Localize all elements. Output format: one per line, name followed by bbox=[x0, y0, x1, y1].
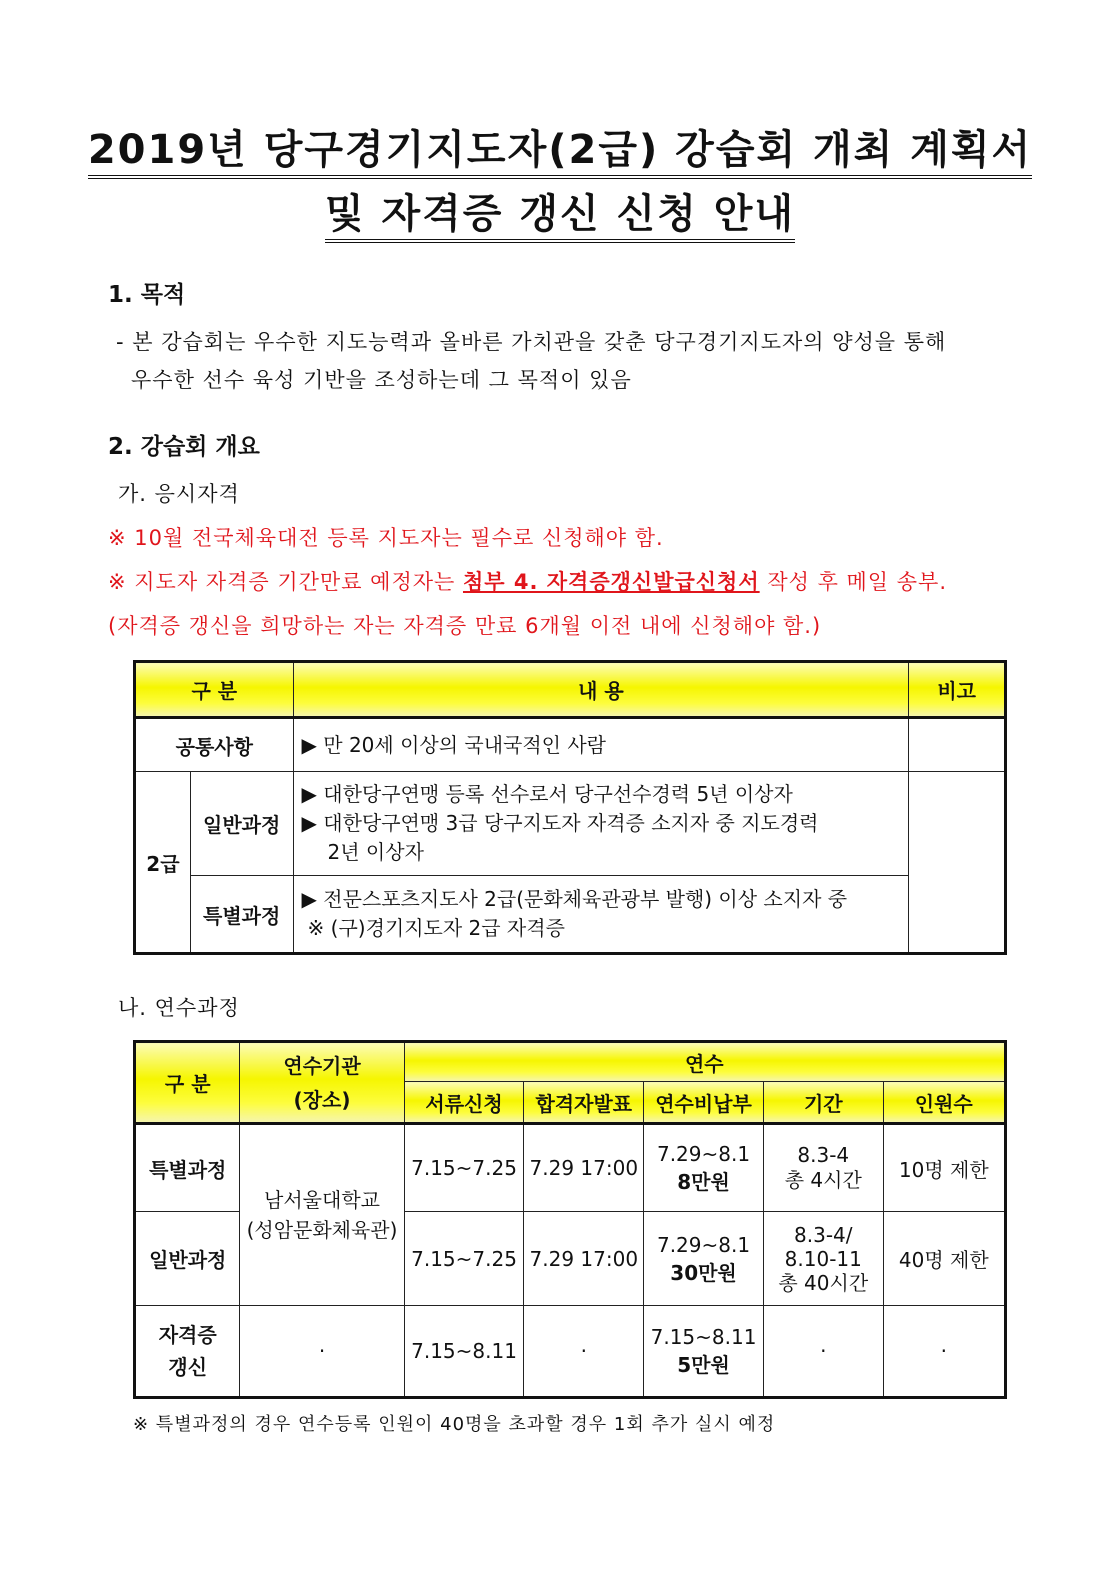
training-schedule-table bbox=[133, 1040, 1007, 1399]
general-course-label: 일반과정 bbox=[190, 772, 293, 876]
sub-heading-training: 나. 연수과정 bbox=[118, 996, 240, 1020]
apply-cell: 7.15~7.25 bbox=[404, 1124, 524, 1212]
eligibility-table bbox=[133, 660, 1007, 955]
row-label: 특별과정 bbox=[135, 1124, 240, 1212]
announce-cell: 7.29 17:00 bbox=[524, 1212, 644, 1306]
grade-note-cell bbox=[909, 772, 1006, 954]
special-course-label: 특별과정 bbox=[190, 876, 293, 954]
apply-cell: 7.15~8.11 bbox=[404, 1306, 524, 1398]
announce-cell: · bbox=[524, 1306, 644, 1398]
row-label: 일반과정 bbox=[135, 1212, 240, 1306]
header-note: 비고 bbox=[909, 662, 1006, 718]
fee-cell: 7.15~8.11 5만원 bbox=[644, 1306, 764, 1398]
notice-line2: ※ 지도자 자격증 기간만료 예정자는 첨부 4. 자격증갱신발급신청서 작성 후 메일 송부. bbox=[108, 570, 948, 594]
fee-cell: 7.29~8.1 30만원 bbox=[644, 1212, 764, 1306]
header-category: 구 분 bbox=[135, 662, 294, 718]
period-cell: 8.3-4/ 8.10-11 총 40시간 bbox=[763, 1212, 883, 1306]
header-announce: 합격자발표 bbox=[524, 1082, 644, 1124]
table-row bbox=[135, 1124, 1006, 1212]
header-institution: 연수기관 (장소) bbox=[240, 1042, 404, 1124]
fee-cell: 7.29~8.1 8만원 bbox=[644, 1124, 764, 1212]
apply-cell: 7.15~7.25 bbox=[404, 1212, 524, 1306]
header-category: 구 분 bbox=[135, 1042, 240, 1124]
header-content: 내 용 bbox=[293, 662, 909, 718]
header-apply: 서류신청 bbox=[404, 1082, 524, 1124]
common-text: ▶ 만 20세 이상의 국내국적인 사람 bbox=[293, 718, 909, 772]
header-fee: 연수비납부 bbox=[644, 1082, 764, 1124]
period-cell: 8.3-4 총 4시간 bbox=[763, 1124, 883, 1212]
capacity-cell: 40명 제한 bbox=[883, 1212, 1005, 1306]
section1-text-line2: 우수한 선수 육성 기반을 조성하는데 그 목적이 있음 bbox=[131, 368, 632, 392]
footnote: ※ 특별과정의 경우 연수등록 인원이 40명을 초과할 경우 1회 추가 실시 예정 bbox=[133, 1414, 776, 1435]
special-course-requirements: ▶ 전문스포츠지도사 2급(문화체육관광부 발행) 이상 소지자 중 ※ (구)경기지도자 2급 자격증 bbox=[293, 876, 909, 954]
notice-line3: (자격증 갱신을 희망하는 자는 자격증 만료 6개월 이전 내에 신청해야 함.) bbox=[108, 614, 822, 638]
header-period: 기간 bbox=[763, 1082, 883, 1124]
header-training: 연수 bbox=[404, 1042, 1005, 1082]
attachment-reference: 첨부 4. 자격증갱신발급신청서 bbox=[462, 570, 760, 594]
announce-cell: 7.29 17:00 bbox=[524, 1124, 644, 1212]
section1-text-line1: - 본 강습회는 우수한 지도능력과 올바른 가치관을 갖춘 당구경기지도자의 양성을 통해 bbox=[116, 330, 947, 354]
period-cell: · bbox=[763, 1306, 883, 1398]
section2-heading: 2. 강습회 개요 bbox=[108, 434, 260, 460]
table-row bbox=[135, 1306, 1006, 1398]
header-capacity: 인원수 bbox=[883, 1082, 1005, 1124]
general-course-requirements: ▶ 대한당구연맹 등록 선수로서 당구선수경력 5년 이상자 ▶ 대한당구연맹 3급 당구지도자 자격증 소지자 중 지도경력 2년 이상자 bbox=[293, 772, 909, 876]
institution-cell: · bbox=[240, 1306, 404, 1398]
row-label: 자격증 갱신 bbox=[135, 1306, 240, 1398]
document-title-line1: 2019년 당구경기지도자(2급) 강습회 개최 계획서 bbox=[0, 126, 1120, 174]
institution-cell: 남서울대학교 (성암문화체육관) bbox=[240, 1124, 404, 1306]
grade-label: 2급 bbox=[135, 772, 191, 954]
common-note-cell bbox=[909, 718, 1006, 772]
common-label: 공통사항 bbox=[135, 718, 294, 772]
notice-line1: ※ 10월 전국체육대전 등록 지도자는 필수로 신청해야 함. bbox=[108, 526, 664, 550]
capacity-cell: · bbox=[883, 1306, 1005, 1398]
document-title-line2: 및 자격증 갱신 신청 안내 bbox=[0, 190, 1120, 238]
section1-heading: 1. 목적 bbox=[108, 282, 186, 308]
sub-heading-eligibility: 가. 응시자격 bbox=[118, 482, 240, 506]
capacity-cell: 10명 제한 bbox=[883, 1124, 1005, 1212]
